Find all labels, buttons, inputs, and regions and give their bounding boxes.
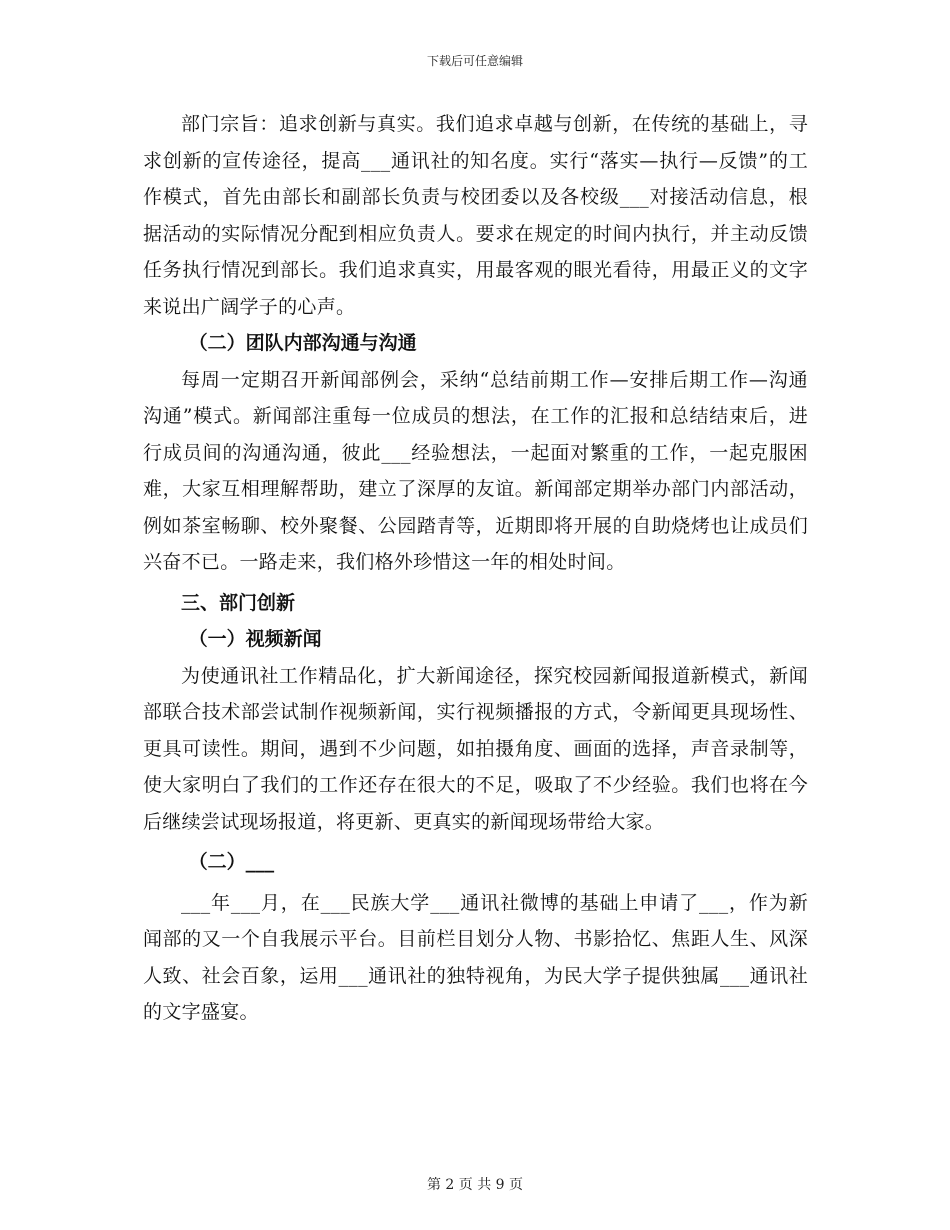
- heading-video-news: （一）视频新闻: [188, 628, 322, 650]
- heading-section-blank: （二）___: [188, 851, 275, 873]
- document-body: [143, 106, 808, 1031]
- heading-team-communication: （二）团队内部沟通与沟通: [188, 332, 417, 354]
- paragraph-weibo-platform: ___年___月，在___民族大学___通讯社微博的基础上申请了___，作为新闻部的又一个自我展示平台。目前栏目划分人物、书影拾忆、焦距人生、风深人致、社会百象，运用___通讯社的独特视角，为民大学子提供独属___通讯社的文字盛宴。: [143, 891, 808, 1023]
- paragraph-department-purpose: 部门宗旨：追求创新与真实。我们追求卓越与创新，在传统的基础上，寻求创新的宣传途径，提高___通讯社的知名度。实行“落实—执行—反馈”的工作模式，首先由部长和副部长负责与校团委以及各校级___对接活动信息，根据活动的实际情况分配到相应负责人。要求在规定的时间内执行，并主动反馈任务执行情况到部长。我们追求真实，用最客观的眼光看待，用最正义的文字来说出广阔学子的心声。: [143, 113, 808, 318]
- heading-department-innovation: 三、部门创新: [181, 591, 296, 614]
- paragraph-video-news: 为使通讯社工作精品化，扩大新闻途径，探究校园新闻报道新模式，新闻部联合技术部尝试制作视频新闻，实行视频播报的方式，令新闻更具现场性、更具可读性。期间，遇到不少问题，如拍摄角度、画面的选择，声音录制等，使大家明白了我们的工作还存在很大的不足，吸取了不少经验。我们也将在今后继续尝试现场报道，将更新、更真实的新闻现场带给大家。: [143, 664, 808, 833]
- page-header: 下载后可任意编辑: [426, 54, 523, 68]
- page-number: 第 2 页 共 9 页: [426, 1177, 524, 1193]
- paragraph-team-communication: 每周一定期召开新闻部例会，采纳“总结前期工作—安排后期工作—沟通沟通”模式。新闻部注重每一位成员的想法，在工作的汇报和总结结束后，进行成员间的沟通沟通，彼此___经验想法，一起面对繁重的工作，一起克服困难，大家互相理解帮助，建立了深厚的友谊。新闻部定期举办部门内部活动，例如茶室畅聊、校外聚餐、公园踏青等，近期即将开展的自助烧烤也让成员们兴奋不已。一路走来，我们格外珍惜这一年的相处时间。: [143, 368, 808, 573]
